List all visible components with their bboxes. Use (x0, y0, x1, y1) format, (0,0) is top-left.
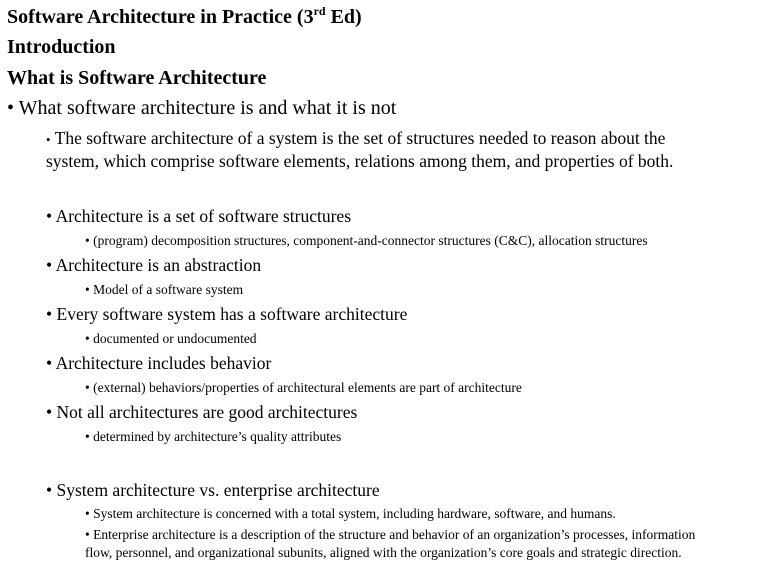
point-label: Architecture includes behavior (55, 353, 272, 373)
point-detail: System architecture is concerned with a total system, including hardware, software, and humans. (93, 506, 616, 521)
title-superscript: rd (313, 4, 326, 18)
point-2 (46, 255, 261, 276)
bullet-icon: • (85, 527, 90, 542)
point-label: Every software system has a software architecture (56, 304, 408, 324)
bullet-icon: • (85, 331, 90, 346)
definition-line-2: system, which comprise software elements, relations among them, and properties of both. (46, 151, 674, 171)
bullet-icon: • (46, 353, 53, 373)
bullet-icon: • (85, 429, 90, 444)
point-4 (46, 353, 271, 374)
top-bullet (7, 97, 396, 120)
point-label: Architecture is a set of software structures (55, 206, 352, 226)
system-vs-enterprise (46, 480, 380, 501)
point-detail: documented or undocumented (93, 331, 257, 346)
point-detail: (program) decomposition structures, component-and-connector structures (C&C), allocation structures (93, 233, 648, 248)
bullet-icon: • (85, 506, 90, 521)
point-detail: Model of a software system (93, 282, 244, 297)
enterprise-architecture-detail-line-1 (85, 527, 695, 543)
enterprise-architecture-detail-line-2: flow, personnel, and organizational subunits, aligned with the organization’s core goals and strategic direction. (85, 545, 682, 560)
point-5-detail (85, 429, 341, 445)
point-label: Architecture is an abstraction (55, 255, 262, 275)
bullet-icon: • (85, 233, 90, 248)
point-detail: determined by architecture’s quality attributes (93, 429, 342, 444)
title-end: Ed) (325, 6, 362, 28)
title-text: Software Architecture in Practice (3 (7, 6, 314, 28)
bullet-icon: • (46, 402, 53, 422)
point-3-detail (85, 331, 257, 347)
bullet-icon: • (46, 206, 53, 226)
bullet-icon: • (46, 132, 51, 147)
page-title (7, 6, 362, 29)
definition-text: The software architecture of a system is the set of structures needed to reason about the (54, 128, 666, 148)
point-5 (46, 402, 357, 423)
point-1 (46, 206, 351, 227)
bullet-icon: • (85, 380, 90, 395)
bullet-icon: • (46, 480, 53, 500)
point-3 (46, 304, 407, 325)
bullet-icon: • (7, 97, 15, 119)
point-detail: (external) behaviors/properties of architectural elements are part of architecture (93, 380, 522, 395)
top-bullet-text: What software architecture is and what it is not (18, 97, 397, 119)
point-1-detail (85, 233, 648, 249)
point-label: System architecture vs. enterprise architecture (56, 480, 380, 500)
system-architecture-detail (85, 506, 616, 522)
section-heading: Introduction (7, 36, 116, 58)
point-4-detail (85, 380, 522, 396)
point-label: Not all architectures are good architectures (56, 402, 358, 422)
bullet-icon: • (46, 255, 53, 275)
definition-line-1 (46, 128, 665, 149)
point-2-detail (85, 282, 243, 298)
bullet-icon: • (85, 282, 90, 297)
point-detail: Enterprise architecture is a description of the structure and behavior of an organization’s processes, information (93, 527, 696, 542)
bullet-icon: • (46, 304, 53, 324)
subsection-heading: What is Software Architecture (7, 67, 267, 89)
